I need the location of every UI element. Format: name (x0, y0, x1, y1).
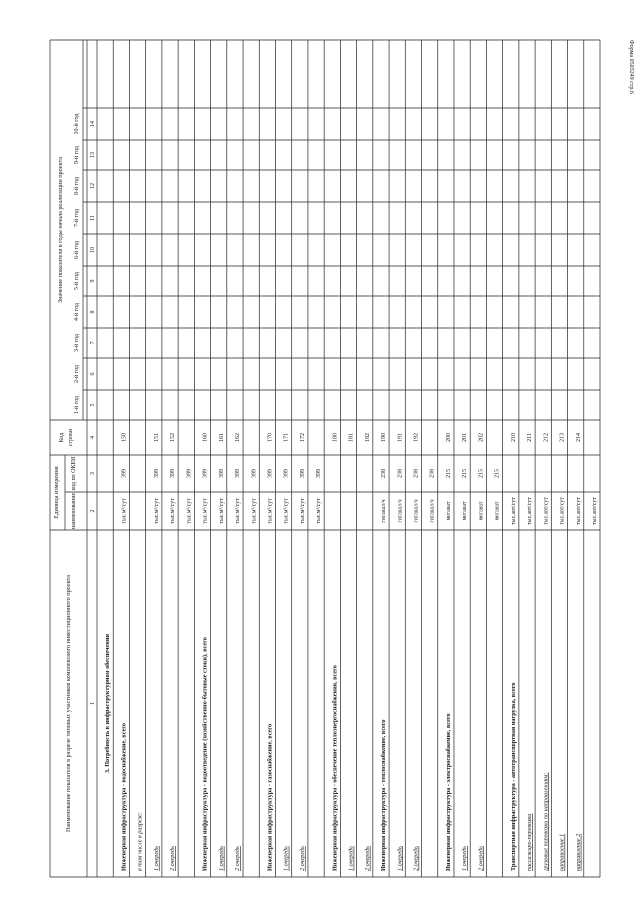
row-code-29: 213 (559, 433, 566, 442)
row-label-13: 2 очередь (298, 846, 306, 871)
row-unit-10: тыс.м³/сут (251, 498, 258, 524)
row-okei-21: 238 (429, 469, 436, 478)
col-number-2: 2 (90, 509, 96, 513)
row-okei-22: 215 (445, 469, 452, 478)
row-code-23: 201 (462, 433, 469, 442)
row-unit-13: тыс.м³/сут (299, 498, 306, 524)
row-unit-20: гигакал/ч (413, 499, 420, 523)
header-year-3: 3-й год (74, 334, 80, 352)
row-label-5: 2 очередь (169, 846, 177, 871)
row-okei-5: 399 (170, 469, 177, 478)
row-okei-19: 238 (397, 469, 404, 478)
row-label-16: 1 очередь (347, 846, 355, 871)
row-okei-14: 399 (316, 469, 323, 478)
col-number-1: 1 (90, 702, 96, 705)
row-okei-6: 399 (186, 469, 193, 478)
row-unit-6: тыс.м³/сут (186, 498, 193, 524)
row-unit-24: мегават (478, 501, 485, 521)
row-code-27: 211 (527, 433, 534, 442)
header-years-group: Значение показателя в годы начала реализации проекта (57, 157, 64, 303)
row-label-17: 2 очередь (363, 846, 371, 871)
row-unit-23: мегават (462, 501, 469, 521)
row-okei-23: 215 (462, 469, 469, 478)
row-okei-12: 399 (283, 469, 290, 478)
row-code-16: 181 (348, 433, 355, 442)
row-okei-4: 399 (153, 469, 160, 478)
row-label-26: Транспортная инфраструктура - автотранспортная нагрузка, всего (509, 682, 517, 871)
row-label-7: Инженерная инфраструктура - водоотведение (хозяйственно-бытовые стоки), всего (201, 637, 209, 871)
header-year-2: 2-й год (74, 365, 80, 383)
row-okei-24: 215 (478, 469, 485, 478)
header-indicator: Наименование показателя в разрезе типовых участников комплексного инвестиционного проекта (65, 574, 72, 833)
row-code-4: 151 (153, 433, 160, 442)
row-code-15: 180 (332, 433, 339, 442)
table-grid (50, 40, 600, 877)
row-unit-5: тыс.м³/сут (170, 498, 177, 524)
col-number-9: 9 (90, 279, 96, 283)
row-label-29: направление 1 (558, 833, 566, 871)
row-code-30: 214 (575, 433, 582, 442)
row-label-22: Инженерная инфраструктура - электроснабжение, всего (444, 713, 452, 871)
row-code-20: 192 (413, 433, 420, 442)
row-label-27: пассажиро-перевозки (526, 813, 534, 871)
col-number-6: 6 (90, 372, 96, 376)
row-okei-7: 399 (202, 469, 209, 478)
row-code-17: 182 (364, 433, 371, 442)
row-code-5: 152 (170, 433, 177, 442)
row-unit-28: тыс.авт/сут (543, 497, 550, 525)
header-unit-name: наименование (71, 492, 77, 530)
row-okei-20: 238 (413, 469, 420, 478)
row-okei-13: 399 (299, 469, 306, 478)
row-okei-10: 399 (251, 469, 258, 478)
col-number-3: 3 (90, 472, 96, 475)
row-label-15: Инженерная инфраструктура - обеспечение теплоэнергоснабжения, всего (331, 665, 339, 871)
row-unit-27: тыс.авт/сут (527, 497, 534, 525)
row-label-2: Инженерная инфраструктура - водоснабжение, всего (120, 722, 128, 871)
header-year-10: 10-й год (74, 113, 80, 135)
row-code-18: 190 (381, 433, 388, 442)
row-code-19: 191 (397, 433, 404, 442)
row-unit-8: тыс.м³/сут (218, 498, 225, 524)
row-unit-25: мегават (494, 501, 501, 521)
header-unit-group: Единица измерения (53, 466, 60, 519)
row-label-3: в том числе в разрезе: (136, 812, 144, 871)
row-label-18: Инженерная инфраструктура - теплоснабжение, всего (380, 719, 388, 871)
col-number-12: 12 (90, 183, 96, 189)
row-label-30: направление 2 (574, 833, 582, 871)
row-label-24: 2 очередь (477, 846, 485, 871)
row-unit-9: тыс.м³/сут (235, 498, 242, 524)
row-unit-18: гигакал/ч (381, 499, 388, 523)
col-number-8: 8 (90, 310, 96, 314)
col-number-11: 11 (90, 215, 96, 221)
row-code-11: 170 (267, 433, 274, 442)
row-code-22: 200 (445, 433, 452, 442)
header-year-9: 9-й год (74, 146, 80, 164)
row-okei-25: 215 (494, 469, 501, 478)
row-okei-11: 399 (267, 469, 274, 478)
row-label-1: 3. Потребность в инфраструктурном обеспечении (104, 634, 112, 773)
header-year-7: 7-й год (74, 209, 80, 227)
row-label-20: 2 очередь (412, 846, 420, 871)
row-okei-9: 399 (235, 469, 242, 478)
row-code-13: 172 (299, 433, 306, 442)
row-label-12: 1 очередь (282, 846, 290, 871)
header-year-6: 6-й год (74, 241, 80, 259)
row-code-2: 150 (121, 433, 128, 442)
row-label-28: грузовые перевозки по направлениям: (542, 772, 550, 871)
row-unit-30: тыс.авт/сут (575, 497, 582, 525)
row-unit-14: тыс.м³/сут (316, 498, 323, 524)
col-number-13: 13 (90, 152, 96, 158)
row-unit-11: тыс.м³/сут (267, 498, 274, 524)
row-unit-21: гигакал/ч (429, 499, 436, 523)
col-number-7: 7 (90, 341, 96, 345)
row-unit-19: гигакал/ч (397, 499, 404, 523)
row-okei-8: 399 (218, 469, 225, 478)
table-header (53, 114, 96, 833)
header-unit-okei: код по ОКЕИ (71, 456, 77, 491)
form-code: Форма 0503249 стр.6 (628, 40, 634, 94)
row-unit-12: тыс.м³/сут (283, 498, 290, 524)
row-label-19: 1 очередь (396, 846, 404, 871)
row-label-23: 1 очередь (461, 846, 469, 871)
row-unit-26: тыс.авт/сут (510, 497, 517, 525)
row-unit-29: тыс.авт/сут (559, 497, 566, 525)
header-year-1: 1-й год (74, 396, 80, 414)
header-year-4: 4-й год (74, 303, 80, 321)
row-code-12: 171 (283, 433, 290, 442)
row-unit-7: тыс.м³/сут (202, 498, 209, 524)
header-year-8: 8-й год (74, 177, 80, 195)
row-unit-2: тыс.м³/сут (121, 498, 128, 524)
row-unit-31: тыс.авт/сут (592, 497, 598, 525)
col-number-14: 14 (90, 121, 96, 127)
col-number-5: 5 (90, 403, 96, 407)
row-label-11: Инженерная инфраструктура - газоснабжение, всего (266, 723, 274, 871)
row-label-8: 1 очередь (217, 846, 225, 871)
row-label-4: 1 очередь (152, 846, 160, 871)
row-unit-22: мегават (445, 501, 452, 521)
row-code-28: 212 (543, 433, 550, 442)
row-okei-18: 238 (381, 469, 388, 478)
header-row-code-2: строки (68, 428, 74, 447)
row-code-8: 161 (218, 433, 225, 442)
row-code-24: 202 (478, 433, 485, 442)
col-number-4: 4 (90, 436, 96, 439)
header-year-5: 5-й год (74, 272, 80, 290)
header-row-code-1: Код (59, 432, 65, 443)
row-unit-4: тыс.м³/сут (153, 498, 160, 524)
row-code-9: 162 (235, 433, 242, 442)
row-code-26: 210 (510, 433, 517, 442)
row-label-9: 2 очередь (234, 846, 242, 871)
row-code-7: 160 (202, 433, 209, 442)
col-number-10: 10 (90, 247, 96, 253)
row-okei-2: 399 (121, 469, 128, 478)
